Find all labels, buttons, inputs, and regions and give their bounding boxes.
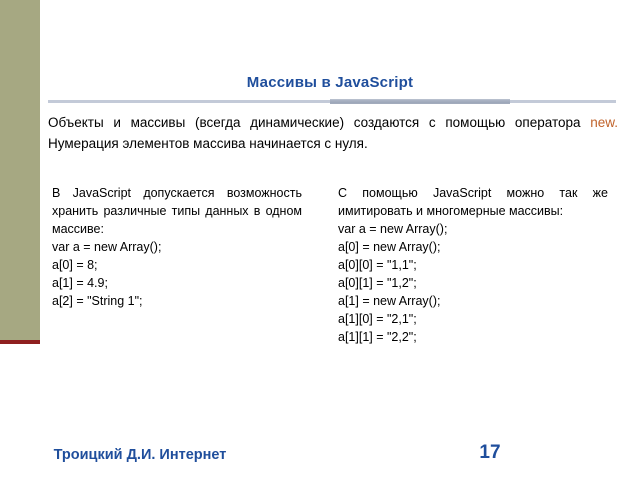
right-code-line: a[1] = new Array(); [338,294,441,308]
right-code-line: var a = new Array(); [338,222,448,236]
left-code-line: var a = new Array(); [52,240,162,254]
left-column [52,184,302,310]
right-code-line: a[0][1] = "1,2"; [338,276,417,290]
right-code-line: a[0][0] = "1,1"; [338,258,417,272]
decorative-left-band [0,0,40,340]
left-column-lead: В JavaScript допускается возможность хранить различные типы данных в одном массиве: [52,186,302,236]
slide-title: Массивы в JavaScript [246,74,414,91]
right-column [338,184,608,346]
right-code-line: a[1][0] = "2,1"; [338,312,417,326]
intro-keyword: new. [590,115,618,130]
intro-text-before: Объекты и массивы (всегда динамические) создаются с помощью оператора [48,115,591,130]
left-code-line: a[0] = 8; [52,258,98,272]
left-code-line: a[2] = "String 1"; [52,294,143,308]
right-column-lead: С помощью JavaScript можно так же имитировать и многомерные массивы: [338,186,608,218]
decorative-band-edge [0,340,40,344]
intro-paragraph [48,112,618,154]
title-divider-accent [330,99,510,104]
intro-text-after: Нумерация элементов массива начинается с нуля. [48,136,368,151]
right-code-line: a[0] = new Array(); [338,240,441,254]
left-code-line: a[1] = 4.9; [52,276,108,290]
right-code-line: a[1][1] = "2,2"; [338,330,417,344]
footer-author: Троицкий Д.И. Интернет [53,447,227,463]
footer-page-number: 17 [479,442,501,463]
